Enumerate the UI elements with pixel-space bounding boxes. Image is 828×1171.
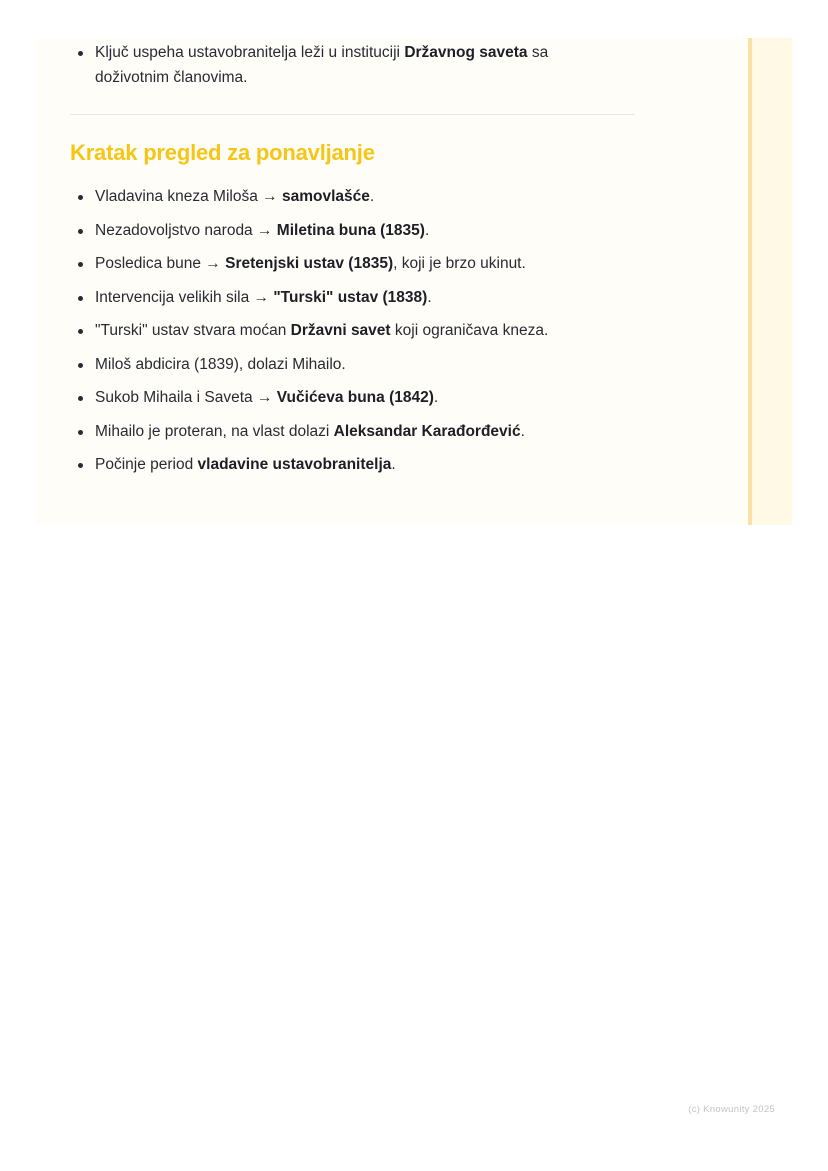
list-item: Sukob Mihaila i Saveta → Vučićeva buna (1842). (36, 385, 676, 410)
list-item: "Turski" ustav stvara moćan Državni savet koji ograničava kneza. (36, 318, 676, 343)
list-item: Miloš abdicira (1839), dolazi Mihailo. (36, 352, 676, 377)
list-item: Posledica bune → Sretenjski ustav (1835), koji je brzo ukinut. (36, 251, 676, 276)
section-divider (70, 114, 635, 115)
side-panel (748, 38, 792, 525)
content-card (36, 38, 748, 525)
list-item: Ključ uspeha ustavobranitelja leži u instituciji Državnog saveta sa doživotnim članovima. (36, 40, 596, 90)
intro-list (36, 40, 596, 90)
summary-list (36, 184, 676, 486)
section-title: Kratak pregled za ponavljanje (70, 140, 375, 165)
list-item: Vladavina kneza Miloša → samovlašće. (36, 184, 676, 209)
copyright-footer: (c) Knowunity 2025 (688, 1104, 775, 1115)
list-item: Mihailo je proteran, na vlast dolazi Aleksandar Karađorđević. (36, 419, 676, 444)
list-item: Počinje period vladavine ustavobranitelja. (36, 452, 676, 477)
list-item: Nezadovoljstvo naroda → Miletina buna (1835). (36, 218, 676, 243)
list-item: Intervencija velikih sila → "Turski" ustav (1838). (36, 285, 676, 310)
